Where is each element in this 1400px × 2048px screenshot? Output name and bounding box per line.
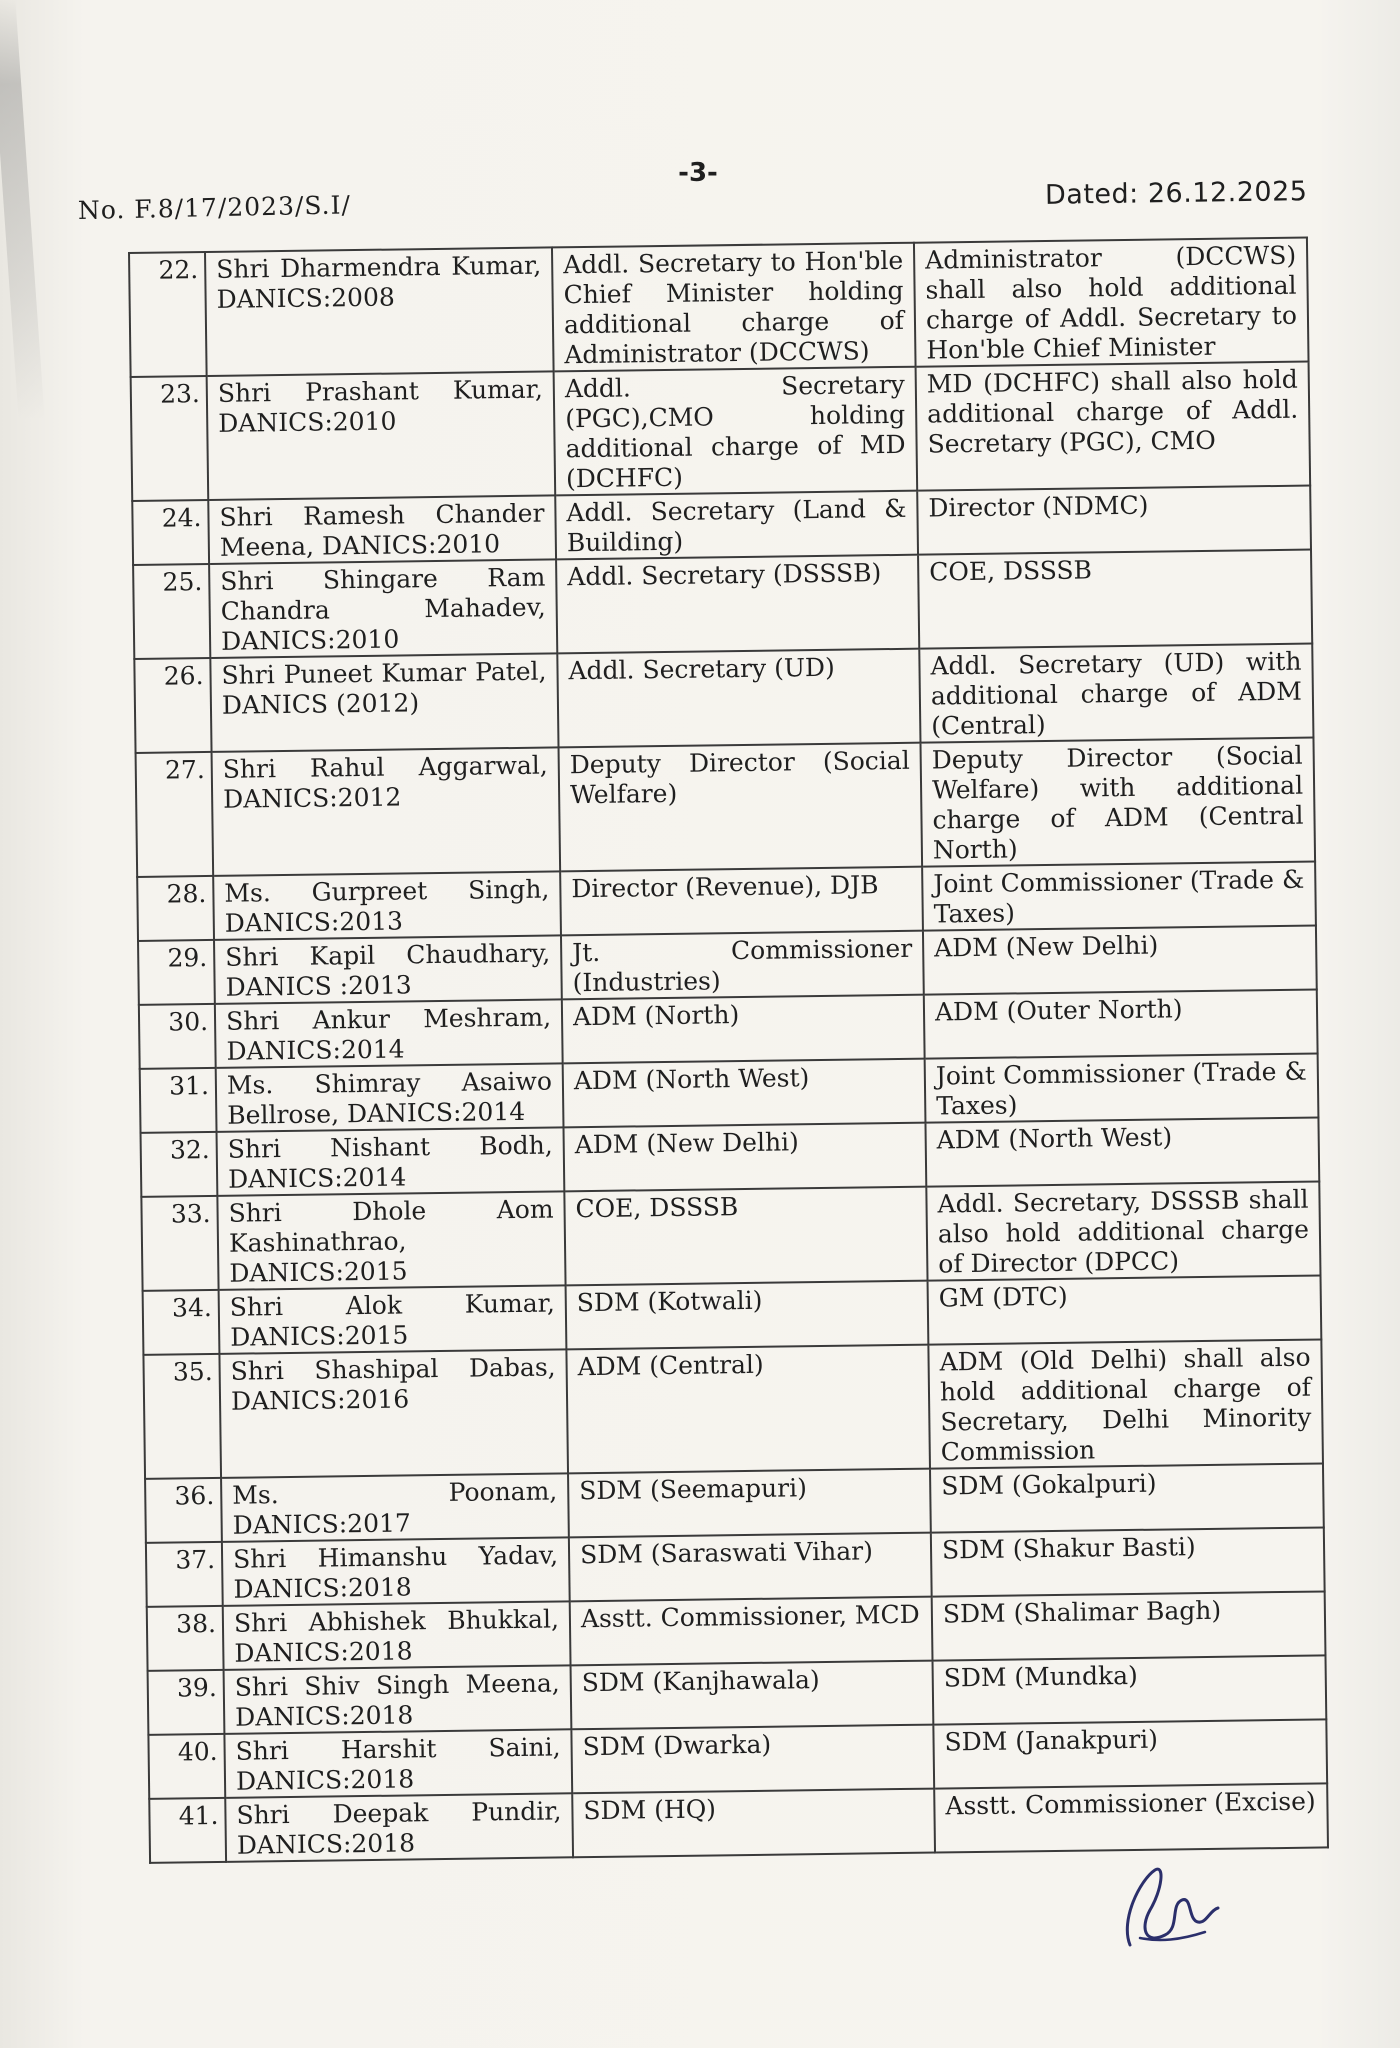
officer-name-cell: Shri Dhole Aom Kashinathrao, DANICS:2015 — [217, 1191, 565, 1290]
table-row — [143, 1339, 1323, 1478]
serial-number-cell: 41. — [149, 1798, 226, 1863]
current-posting-cell: SDM (Saraswati Vihar) — [569, 1533, 932, 1602]
new-posting-cell: SDM (Shakur Basti) — [931, 1527, 1325, 1596]
new-posting-cell: Addl. Secretary, DSSSB shall also hold additional charge of Director (DPCC) — [926, 1181, 1320, 1280]
posting-table-body — [129, 238, 1328, 1863]
new-posting-cell: ADM (North West) — [925, 1117, 1319, 1186]
serial-number-cell: 29. — [138, 940, 215, 1005]
officer-name-cell: Shri Harshit Saini, DANICS:2018 — [224, 1729, 572, 1798]
officer-name-cell: Shri Shiv Singh Meena, DANICS:2018 — [224, 1665, 572, 1734]
new-posting-cell: Joint Commissioner (Trade & Taxes) — [925, 1053, 1319, 1122]
officer-name-cell: Shri Ramesh Chander Meena, DANICS:2010 — [208, 495, 556, 564]
officer-name-cell: Shri Nishant Bodh, DANICS:2014 — [217, 1127, 565, 1196]
table-row — [141, 1181, 1320, 1290]
current-posting-cell: Addl. Secretary (DSSSB) — [556, 555, 919, 654]
signature-icon — [1110, 1850, 1230, 1960]
new-posting-cell: MD (DCHFC) shall also hold additional charge of Addl. Secretary (PGC), CMO — [916, 362, 1311, 491]
serial-number-cell: 35. — [143, 1354, 221, 1479]
current-posting-cell: SDM (Dwarka) — [571, 1725, 934, 1794]
table-row — [129, 238, 1309, 377]
officer-name-cell: Ms. Shimray Asaiwo Bellrose, DANICS:2014 — [216, 1063, 564, 1132]
table-row — [133, 550, 1312, 659]
officer-name-cell: Shri Deepak Pundir, DANICS:2018 — [225, 1793, 573, 1862]
current-posting-cell: SDM (Seemapuri) — [568, 1469, 931, 1538]
current-posting-cell: ADM (New Delhi) — [563, 1123, 926, 1192]
new-posting-cell: ADM (Old Delhi) shall also hold additional charge of Secretary, Delhi Minority Commission — [928, 1339, 1323, 1468]
serial-number-cell: 30. — [139, 1004, 216, 1069]
officer-name-cell: Shri Rahul Aggarwal, DANICS:2012 — [212, 747, 561, 876]
current-posting-cell: Addl. Secretary (UD) — [557, 649, 920, 748]
officer-name-cell: Shri Shingare Ram Chandra Mahadev, DANICS:2010 — [209, 559, 557, 658]
new-posting-cell: Director (NDMC) — [917, 486, 1311, 555]
table-row — [134, 644, 1313, 753]
new-posting-cell: SDM (Janakpuri) — [933, 1719, 1327, 1788]
new-posting-cell: GM (DTC) — [928, 1275, 1322, 1344]
new-posting-cell: SDM (Gokalpuri) — [930, 1463, 1324, 1532]
officer-name-cell: Shri Himanshu Yadav, DANICS:2018 — [222, 1537, 570, 1606]
current-posting-cell: ADM (North) — [562, 995, 925, 1064]
current-posting-cell: SDM (Kotwali) — [566, 1281, 929, 1350]
serial-number-cell: 23. — [131, 376, 209, 501]
new-posting-cell: Administrator (DCCWS) shall also hold additional charge of Addl. Secretary to Hon'ble Chief Minister — [914, 238, 1309, 367]
posting-table — [128, 237, 1329, 1864]
current-posting-cell: SDM (Kanjhawala) — [571, 1661, 934, 1730]
serial-number-cell: 40. — [148, 1734, 225, 1799]
posting-table-wrapper — [128, 237, 1329, 1864]
officer-name-cell: Shri Abhishek Bhukkal, DANICS:2018 — [223, 1601, 571, 1670]
date-line: Dated: 26.12.2025 — [1044, 176, 1308, 211]
current-posting-cell: SDM (HQ) — [572, 1789, 935, 1858]
file-number: No. F.8/17/2023/S.I/ — [77, 190, 352, 225]
new-posting-cell: ADM (Outer North) — [924, 990, 1318, 1059]
officer-name-cell: Shri Kapil Chaudhary, DANICS :2013 — [214, 935, 562, 1004]
serial-number-cell: 38. — [147, 1606, 224, 1671]
new-posting-cell: Joint Commissioner (Trade & Taxes) — [922, 862, 1316, 931]
table-row — [131, 362, 1311, 501]
new-posting-cell: SDM (Mundka) — [933, 1655, 1327, 1724]
new-posting-cell: Deputy Director (Social Welfare) with additional charge of ADM (Central North) — [920, 738, 1315, 867]
officer-name-cell: Ms. Gurpreet Singh, DANICS:2013 — [213, 871, 561, 940]
page-number: -3- — [678, 158, 718, 188]
scan-shadow-edge — [0, 0, 45, 420]
serial-number-cell: 24. — [132, 500, 209, 565]
current-posting-cell: ADM (North West) — [563, 1059, 926, 1128]
current-posting-cell: Deputy Director (Social Welfare) — [559, 743, 923, 872]
current-posting-cell: Jt. Commissioner (Industries) — [561, 931, 924, 1000]
current-posting-cell: Director (Revenue), DJB — [560, 867, 923, 936]
serial-number-cell: 34. — [143, 1290, 220, 1355]
serial-number-cell: 36. — [145, 1478, 222, 1543]
current-posting-cell: Addl. Secretary to Hon'ble Chief Minister holding additional charge of Administrator (DCCWS) — [552, 243, 916, 372]
current-posting-cell: COE, DSSSB — [564, 1187, 927, 1286]
new-posting-cell: Asstt. Commissioner (Excise) — [934, 1783, 1328, 1852]
officer-name-cell: Shri Puneet Kumar Patel, DANICS (2012) — [210, 653, 558, 752]
new-posting-cell: ADM (New Delhi) — [923, 926, 1317, 995]
officer-name-cell: Shri Prashant Kumar, DANICS:2010 — [207, 371, 556, 500]
current-posting-cell: ADM (Central) — [566, 1345, 930, 1474]
serial-number-cell: 31. — [140, 1068, 217, 1133]
new-posting-cell: COE, DSSSB — [918, 550, 1312, 649]
officer-name-cell: Shri Shashipal Dabas, DANICS:2016 — [219, 1349, 568, 1478]
table-row — [136, 738, 1316, 877]
officer-name-cell: Ms. Poonam, DANICS:2017 — [221, 1473, 569, 1542]
serial-number-cell: 26. — [134, 658, 211, 753]
serial-number-cell: 28. — [137, 876, 214, 941]
serial-number-cell: 39. — [148, 1670, 225, 1735]
current-posting-cell: Addl. Secretary (PGC),CMO holding additional charge of MD (DCHFC) — [554, 367, 918, 496]
serial-number-cell: 25. — [133, 564, 210, 659]
current-posting-cell: Addl. Secretary (Land & Building) — [555, 491, 918, 560]
serial-number-cell: 33. — [141, 1196, 218, 1291]
officer-name-cell: Shri Alok Kumar, DANICS:2015 — [219, 1285, 567, 1354]
serial-number-cell: 22. — [129, 252, 207, 377]
new-posting-cell: SDM (Shalimar Bagh) — [932, 1591, 1326, 1660]
current-posting-cell: Asstt. Commissioner, MCD — [570, 1597, 933, 1666]
new-posting-cell: Addl. Secretary (UD) with additional charge of ADM (Central) — [919, 644, 1313, 743]
officer-name-cell: Shri Dharmendra Kumar, DANICS:2008 — [205, 247, 554, 376]
serial-number-cell: 32. — [141, 1132, 218, 1197]
officer-name-cell: Shri Ankur Meshram, DANICS:2014 — [215, 999, 563, 1068]
serial-number-cell: 27. — [136, 752, 214, 877]
serial-number-cell: 37. — [146, 1542, 223, 1607]
